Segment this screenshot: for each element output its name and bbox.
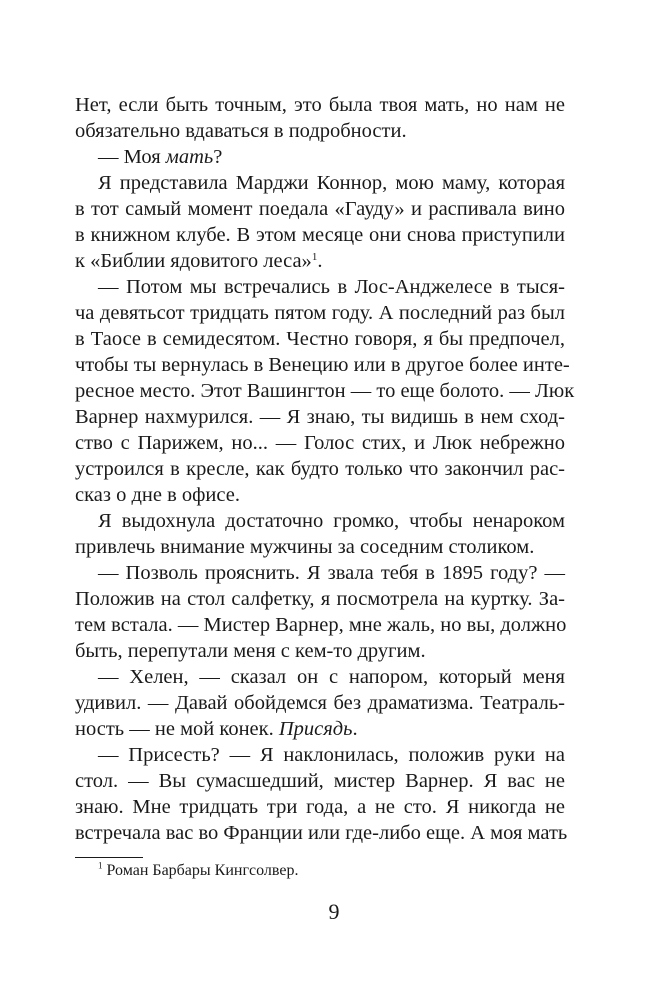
footnote bbox=[98, 860, 298, 882]
text-line: — Хелен, — сказал он с напором, который меня bbox=[98, 666, 565, 688]
text-line: встречала вас во Франции или где-либо еще. А моя мать bbox=[75, 822, 568, 844]
text-line: — Потом мы встречались в Лос-Анджелесе в тыся- bbox=[98, 276, 565, 298]
text-line: ность — не мой конек. Присядь. bbox=[75, 718, 358, 740]
text-line: — Присесть? — Я наклонилась, положив руки на bbox=[98, 744, 565, 766]
text-line: — Позволь прояснить. Я звала тебя в 1895 году? — bbox=[98, 562, 565, 584]
text-line: ство с Парижем, но... — Голос стих, и Люк небрежно bbox=[75, 432, 565, 454]
footnote-marker: 1 bbox=[311, 250, 318, 263]
text-line: сказ о дне в офисе. bbox=[75, 484, 240, 506]
text-line: устроился в кресле, как будто только что закончил рас- bbox=[75, 458, 565, 480]
emphasis: Присядь bbox=[278, 718, 353, 740]
text-line: Нет, если быть точным, это была твоя мать, но нам не bbox=[75, 94, 565, 116]
text-line: Варнер нахмурился. — Я знаю, ты видишь в нем сход- bbox=[75, 406, 565, 428]
text-line: удивил. — Давай обойдемся без драматизма. Театраль- bbox=[75, 692, 565, 714]
text-line: к «Библии ядовитого леса»$^1$. bbox=[75, 250, 323, 272]
text-line: чтобы ты вернулась в Венецию или в другое более инте- bbox=[75, 354, 570, 376]
footnote-number: 1 bbox=[98, 860, 103, 871]
page-number: 9 bbox=[328, 899, 340, 924]
text-line: в тот самый момент поедала «Гауду» и распивала вино bbox=[75, 198, 565, 220]
text-line: стол. — Вы сумасшедший, мистер Варнер. Я вас не bbox=[75, 770, 565, 792]
text-line: в Таосе в семидесятом. Честно говоря, я бы предпочел, bbox=[75, 328, 565, 350]
text-line: Я выдохнула достаточно громко, чтобы ненароком bbox=[98, 510, 565, 532]
text-line: в книжном клубе. В этом месяце они снова приступили bbox=[75, 224, 565, 246]
text-line: ресное место. Этот Вашингтон — то еще болото. — Люк bbox=[75, 380, 575, 402]
emphasis: мать bbox=[165, 146, 214, 168]
text-line: знаю. Мне тридцать три года, а не сто. Я никогда не bbox=[75, 796, 565, 818]
footnote-text: Роман Барбары Кингсолвер. bbox=[106, 862, 299, 879]
text-line: Я представила Марджи Коннор, мою маму, которая bbox=[98, 172, 565, 194]
text-line: обязательно вдаваться в подробности. bbox=[75, 120, 407, 142]
text-line: быть, перепутали меня с кем-то другим. bbox=[75, 640, 426, 662]
footnote-divider bbox=[75, 857, 143, 858]
text-line: Положив на стол салфетку, я посмотрела на куртку. За- bbox=[75, 588, 565, 610]
text-line: ча девятьсот тридцать пятом году. А последний раз был bbox=[75, 302, 565, 324]
text-line: привлечь внимание мужчины за соседним столиком. bbox=[75, 536, 535, 558]
text-line: — Моя мать? bbox=[98, 146, 223, 168]
text-line: тем встала. — Мистер Варнер, мне жаль, но вы, должно bbox=[75, 614, 567, 636]
